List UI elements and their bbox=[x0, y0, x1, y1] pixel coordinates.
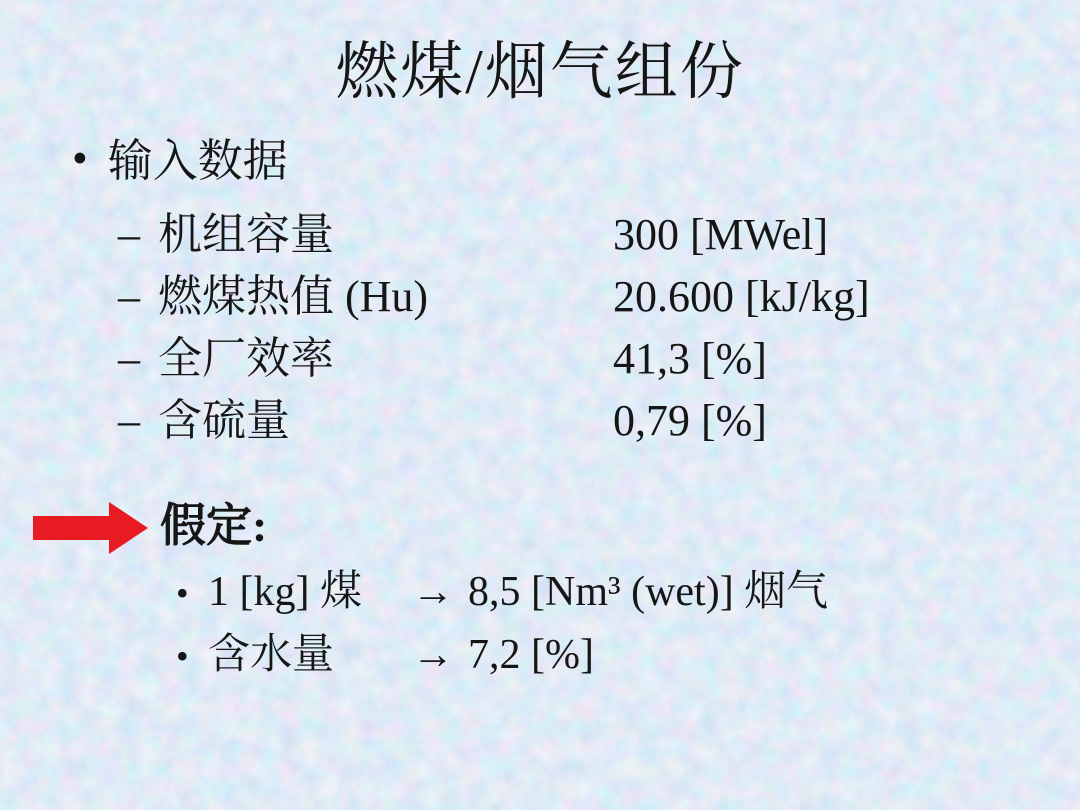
red-arrow-icon bbox=[33, 500, 150, 556]
table-row bbox=[118, 384, 1018, 446]
input-row-value: 0,79 [%] bbox=[613, 396, 767, 445]
assumption-heading: 假定: bbox=[160, 500, 268, 551]
assumption-value: 8,5 [Nm³ (wet)] 烟气 bbox=[468, 569, 829, 615]
red-arrow-shape bbox=[33, 502, 148, 554]
input-row-label: 燃煤热值 (Hu) bbox=[158, 272, 429, 321]
dash-icon: – bbox=[118, 396, 140, 445]
table-row bbox=[118, 198, 1018, 260]
dash-icon: – bbox=[118, 334, 140, 383]
input-row-value: 300 [MWel] bbox=[613, 210, 829, 259]
input-row-value: 41,3 [%] bbox=[613, 334, 767, 383]
assumption-value: 7,2 [%] bbox=[468, 632, 594, 678]
table-row bbox=[118, 322, 1018, 384]
bullet-icon: • bbox=[176, 573, 189, 613]
dash-icon: – bbox=[118, 272, 140, 321]
assumption-label: 1 [kg] 煤 bbox=[208, 569, 362, 615]
table-row bbox=[118, 260, 1018, 322]
input-row-label: 机组容量 bbox=[158, 210, 334, 259]
bullet-icon: • bbox=[72, 133, 88, 183]
arrow-glyph: → bbox=[412, 569, 454, 615]
input-section-heading bbox=[72, 134, 288, 188]
slide-title: 燃煤/烟气组份 bbox=[335, 37, 745, 107]
input-row-label: 全厂效率 bbox=[158, 334, 334, 383]
list-item bbox=[176, 558, 1036, 621]
list-item bbox=[176, 621, 1036, 684]
input-row-value: 20.600 [kJ/kg] bbox=[613, 272, 870, 321]
assumption-label: 含水量 bbox=[208, 632, 335, 678]
input-row-label: 含硫量 bbox=[158, 396, 290, 445]
dash-icon: – bbox=[118, 210, 140, 259]
input-data-table bbox=[118, 198, 1018, 446]
bullet-icon: • bbox=[176, 636, 189, 676]
input-heading-label: 输入数据 bbox=[107, 136, 288, 186]
arrow-glyph: → bbox=[412, 632, 454, 678]
assumption-list bbox=[176, 558, 1036, 684]
